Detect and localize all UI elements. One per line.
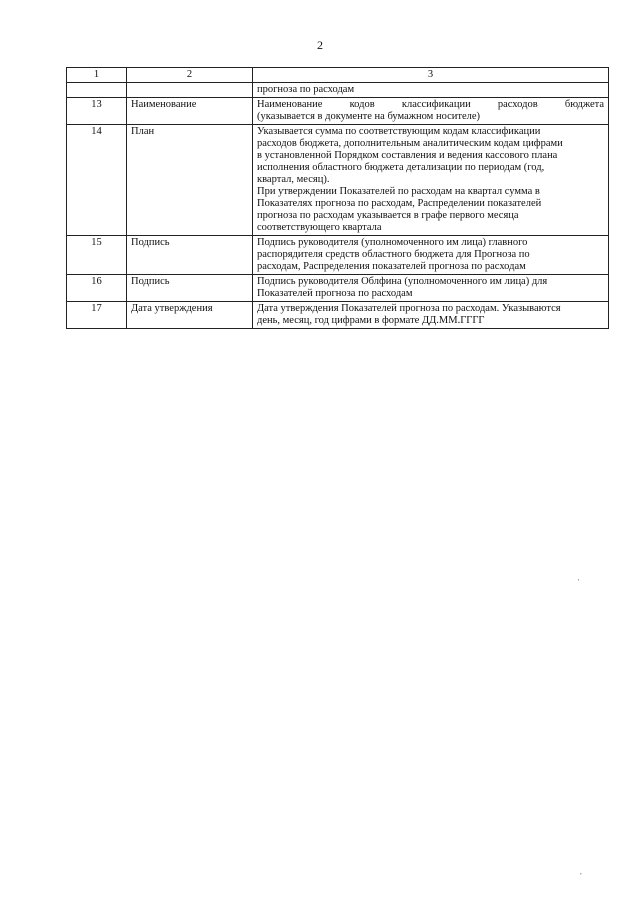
desc-line: расходам, Распределения показателей прогноза по расходам: [257, 261, 526, 272]
cell-desc: прогноза по расходам: [253, 83, 609, 98]
column-header-3: 3: [253, 68, 609, 83]
table-row-continuation: [67, 83, 609, 98]
table-row: [67, 275, 609, 302]
desc-line: день, месяц, год цифрами в формате ДД.ММ.ГГГГ: [257, 315, 485, 326]
cell-name: Наименование: [127, 98, 253, 125]
cell-desc: [253, 98, 609, 125]
cell-name: Дата утверждения: [127, 302, 253, 329]
cell-num: 15: [67, 236, 127, 275]
cell-num: 16: [67, 275, 127, 302]
cell-name: План: [127, 125, 253, 236]
desc-line: Указывается сумма по соответствующим кодам классификации: [257, 126, 541, 137]
column-header-2: 2: [127, 68, 253, 83]
desc-line: распорядителя средств областного бюджета для Прогноза по: [257, 249, 530, 260]
table-row: [67, 125, 609, 236]
desc-line: прогноза по расходам указывается в графе первого месяца: [257, 210, 519, 221]
table-header-row: [67, 68, 609, 83]
cell-desc: [253, 275, 609, 302]
cell-num: 14: [67, 125, 127, 236]
desc-line: соответствующего квартала: [257, 222, 382, 233]
desc-line: При утверждении Показателей по расходам на квартал сумма в: [257, 186, 540, 197]
desc-line: Показателях прогноза по расходам, Распределении показателей: [257, 198, 542, 209]
cell-num: 17: [67, 302, 127, 329]
desc-line: Показателей прогноза по расходам: [257, 288, 413, 299]
cell-desc: [253, 302, 609, 329]
table-row: [67, 302, 609, 329]
document-table: [66, 67, 609, 329]
desc-line: Подпись руководителя (уполномоченного им лица) главного: [257, 237, 528, 248]
column-header-1: 1: [67, 68, 127, 83]
desc-line: Дата утверждения Показателей прогноза по расходам. Указываются: [257, 303, 561, 314]
cell-name: Подпись: [127, 236, 253, 275]
desc-line: Наименование кодов классификации расходов бюджета: [257, 99, 604, 110]
desc-line: Подпись руководителя Облфина (уполномоченного им лица) для: [257, 276, 548, 287]
desc-line: квартал, месяц).: [257, 174, 330, 185]
cell-name: Подпись: [127, 275, 253, 302]
table-row: [67, 236, 609, 275]
desc-line: расходов бюджета, дополнительным аналитическим кодам цифрами: [257, 138, 563, 149]
scan-speck: ,: [580, 868, 582, 876]
desc-line: исполнения областного бюджета детализации по периодам (год,: [257, 162, 545, 173]
cell-num: [67, 83, 127, 98]
cell-desc: [253, 236, 609, 275]
cell-num: 13: [67, 98, 127, 125]
cell-desc: [253, 125, 609, 236]
desc-line: в установленной Порядком составления и ведения кассового плана: [257, 150, 558, 161]
desc-line: (указывается в документе на бумажном носителе): [257, 111, 481, 122]
cell-name: [127, 83, 253, 98]
scan-speck: ': [578, 578, 580, 586]
table-row: [67, 98, 609, 125]
page-number: 2: [317, 38, 323, 52]
